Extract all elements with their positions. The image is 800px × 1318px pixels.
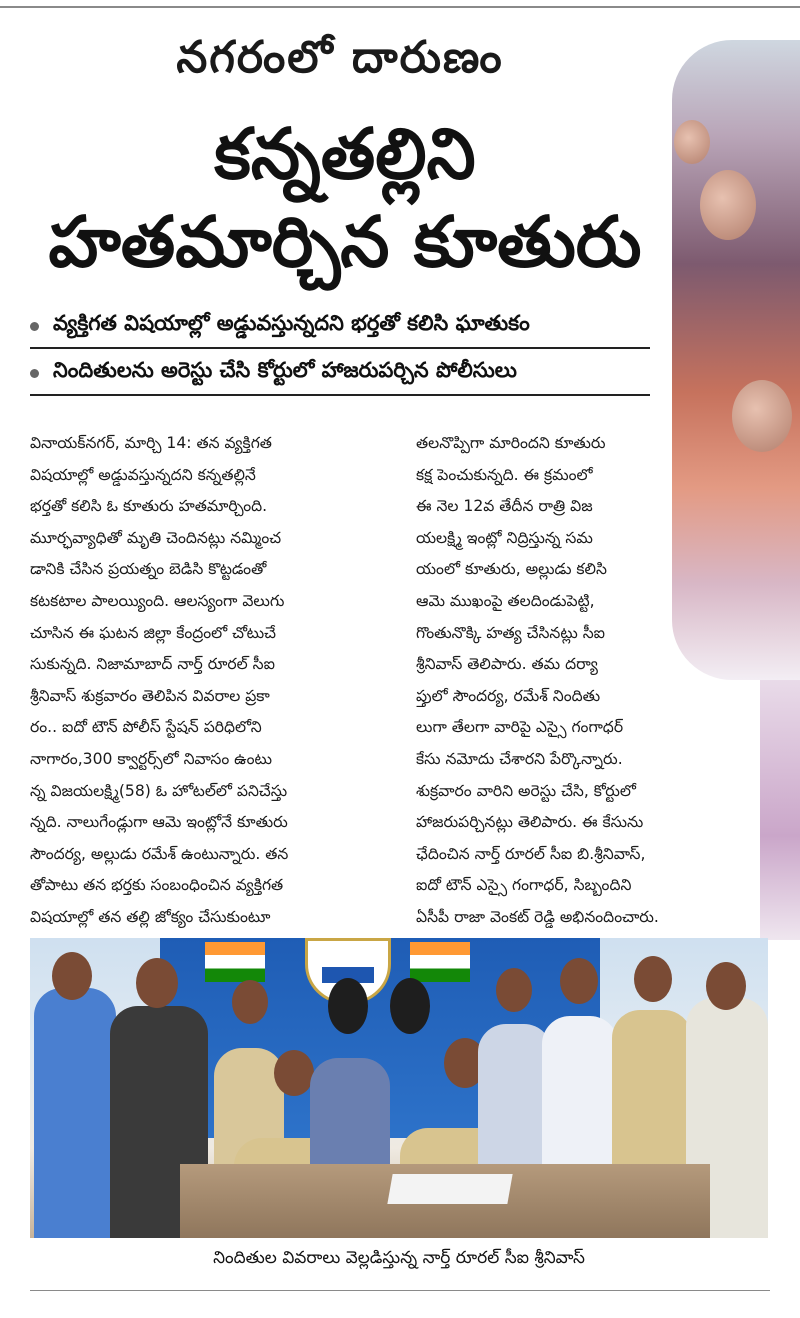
main-headline-line1: కన్నతల్లిని (214, 113, 476, 195)
top-rule (0, 6, 800, 8)
deck-text: వ్యక్తిగత విషయాల్లో అడ్డువస్తున్నదని భర్తతో కలిసి ఘాతుకం (53, 311, 530, 335)
photo-caption: నిందితుల వివరాలు వెల్లడిస్తున్న నార్త్ రూరల్ సీఐ శ్రీనివాస్ (213, 1248, 585, 1268)
covered-head (328, 978, 368, 1034)
deck-text: నిందితులను అరెస్టు చేసి కోర్టులో హాజరుపర్చిన పోలీసులు (53, 358, 517, 382)
body-line: శుక్రవారం వారిని అరెస్టు చేసి, కోర్టులో (416, 781, 636, 800)
body-line: ఈ నెల 12వ తేదీన రాత్రి విజ (416, 497, 593, 516)
person-head (274, 1050, 314, 1096)
body-line: శ్రీనివాస్ తెలిపారు. తమ దర్యా (416, 655, 598, 674)
body-line: విషయాల్లో తన తల్లి జోక్యం చేసుకుంటూ (30, 907, 271, 926)
covered-head (390, 978, 430, 1034)
body-line: వినాయక్‌నగర్, మార్చి 14: తన వ్యక్తిగత (30, 434, 272, 452)
person-head (496, 968, 532, 1012)
indian-flag-icon (205, 942, 265, 982)
person-head (232, 980, 268, 1024)
body-line: హాజరుపర్చినట్లు తెలిపారు. ఈ కేసును (416, 813, 644, 832)
bullet-icon (30, 322, 39, 331)
body-line: శ్రీనివాస్ శుక్రవారం తెలిపిన వివరాల ప్రకా (30, 686, 270, 705)
side-photo-strip (760, 680, 800, 940)
deck-line-2 (30, 352, 650, 396)
body-line: కక్ష పెంచుకున్నది. ఈ క్రమంలో (416, 465, 593, 484)
body-line: భర్తతో కలిసి ఓ కూతురు హతమార్చింది. (30, 497, 268, 516)
deck-line-1 (30, 305, 650, 349)
body-line: తలనొప్పిగా మారిందని కూతురు (416, 434, 606, 452)
body-line: ప్తులో సౌందర్య, రమేశ్ నిందితు (416, 686, 601, 705)
body-line: ఐదో టౌన్ ఎస్సై గంగాధర్, సిబ్బందిని (416, 876, 632, 895)
paper-shape (387, 1174, 512, 1204)
article-column-left (30, 428, 360, 934)
body-line: చూసిన ఈ ఘటన జిల్లా కేంద్రంలో చోటుచే (30, 623, 276, 642)
article-column-right (416, 428, 712, 934)
body-line: రం.. ఐదో టౌన్ పోలీస్ స్టేషన్ పరిధిలోని (30, 718, 262, 737)
body-line: కేసు నమోదు చేశారని పేర్కొన్నారు. (416, 749, 623, 768)
main-headline-line2: హతమార్చిన కూతురు (48, 201, 642, 283)
body-line: తోపాటు తన భర్తకు సంబంధించిన వ్యక్తిగత (30, 876, 284, 895)
body-line: విషయాల్లో అడ్డువస్తున్నదని కన్నతల్లినే (30, 465, 256, 484)
body-line: సుకున్నది. నిజామాబాద్ నార్త్ రూరల్ సీఐ (30, 655, 275, 674)
body-line: యలక్ష్మి ఇంట్లో నిద్రిస్తున్న సమ (416, 528, 593, 547)
person-head (634, 956, 672, 1002)
body-line: ఆమె ముఖంపై తలదిండుపెట్టి, (416, 591, 595, 610)
body-line: న్న విజయలక్ష్మి(58) ఓ హోటల్‌లో పనిచేస్తు (30, 781, 288, 800)
news-photo-police (30, 938, 768, 1238)
face-shape (700, 170, 756, 240)
person-figure (34, 988, 116, 1238)
body-line: గొంతునొక్కి హత్య చేసినట్లు సీఐ (416, 623, 606, 642)
person-head (560, 958, 598, 1004)
body-line: నాగారం,300 క్వార్టర్స్‌లో నివాసం ఉంటు (30, 749, 272, 768)
body-line: న్నది. నాలుగేండ్లుగా ఆమె ఇంట్లోనే కూతురు (30, 813, 288, 832)
person-head (136, 958, 178, 1008)
bullet-icon (30, 369, 39, 378)
kicker-headline: నగరంలో దారుణం (176, 32, 504, 83)
body-line: డానికి చేసిన ప్రయత్నం బెడిసి కొట్టడంతో (30, 560, 267, 579)
body-line: కటకటాల పాలయ్యింది. ఆలస్యంగా వెలుగు (30, 591, 285, 610)
face-shape (732, 380, 792, 452)
body-line: ఏసీపీ రాజా వెంకట్ రెడ్డి అభినందించారు. (416, 907, 659, 926)
body-line: లుగా తేలగా వారిపై ఎస్సై గంగాధర్ (416, 718, 624, 737)
person-head (52, 952, 92, 1000)
body-line: మూర్ఛవ్యాధితో మృతి చెందినట్లు నమ్మించ (30, 528, 282, 547)
body-line: యంలో కూతురు, అల్లుడు కలిసి (416, 560, 607, 579)
indian-flag-icon (410, 942, 470, 982)
person-head (706, 962, 746, 1010)
bottom-rule (30, 1290, 770, 1291)
body-line: సౌందర్య, అల్లుడు రమేశ్ ఉంటున్నారు. తన (30, 844, 289, 863)
body-line: ఛేదించిన నార్త్ రూరల్ సీఐ బి.శ్రీనివాస్, (416, 844, 646, 863)
